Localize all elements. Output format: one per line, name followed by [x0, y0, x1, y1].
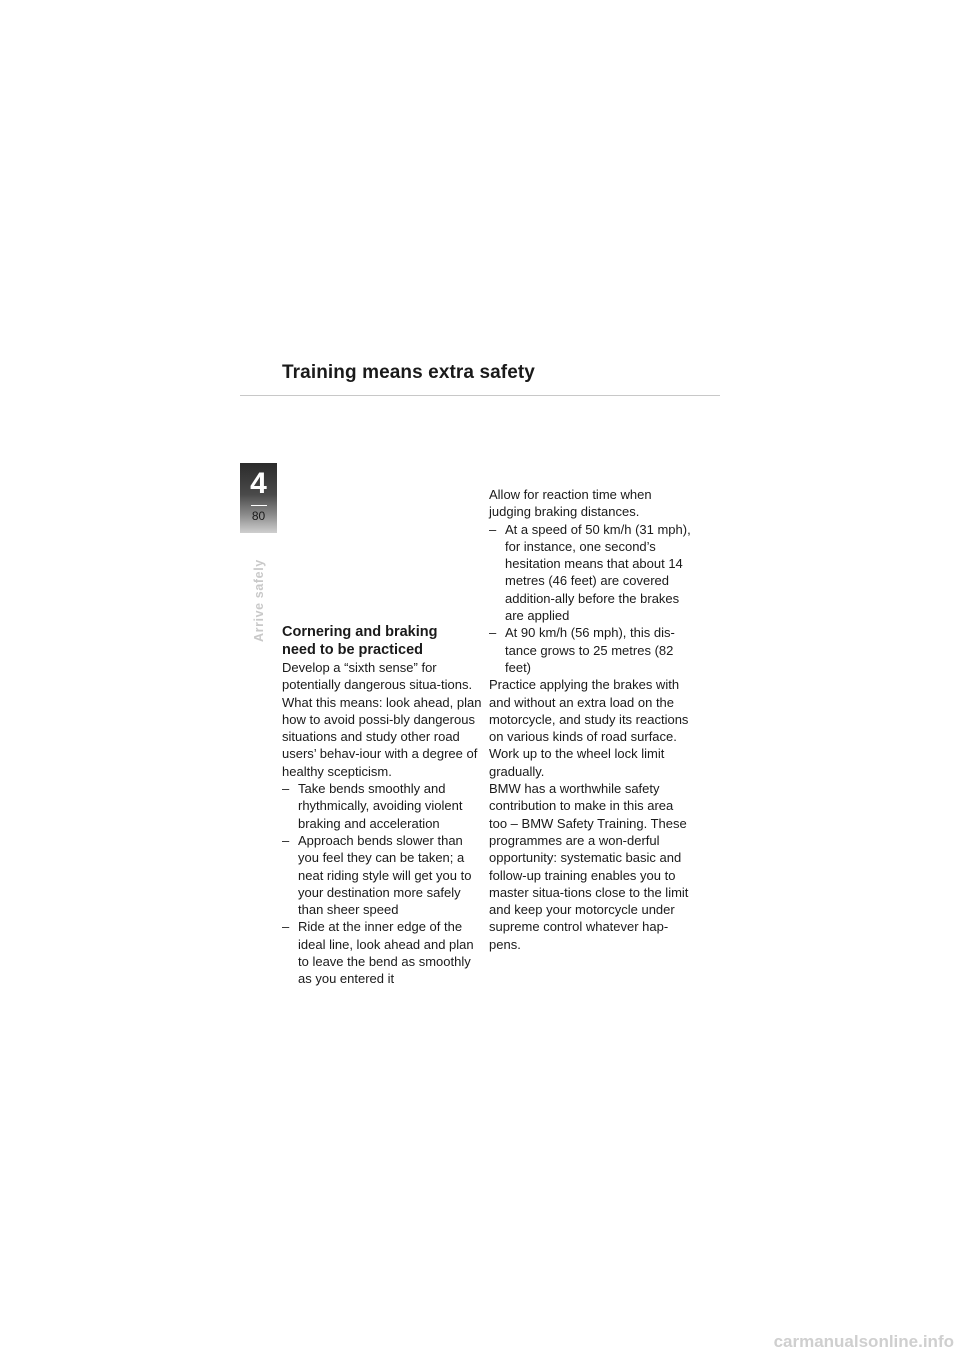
list-item: – At 90 km/h (56 mph), this dis-tance grows to 25 metres (82 feet) — [489, 624, 694, 676]
section-heading — [282, 624, 482, 659]
page-title: Training means extra safety — [282, 362, 535, 383]
reaction-time-paragraph: Allow for reaction time when judging braking distances. — [489, 487, 652, 520]
tab-divider — [251, 505, 267, 506]
page-number: 80 — [251, 509, 266, 523]
cornering-tips-list — [282, 780, 482, 988]
list-item: – Approach bends slower than you feel they can be taken; a neat riding style will get you to your destination more safely than sheer speed — [282, 832, 482, 918]
list-item: – Ride at the inner edge of the ideal line, look ahead and plan to leave the bend as smoothly as you entered it — [282, 918, 482, 987]
chapter-tab — [240, 463, 277, 533]
chapter-number: 4 — [250, 467, 267, 500]
intro-paragraph: Develop a “sixth sense” for potentially dangerous situa-tions. What this means: look ahead, plan how to avoid possi-bly dangerous situations and study other road users’ behav-iour with a degree of healthy scepticism. — [282, 660, 482, 779]
practice-paragraph: Practice applying the brakes with and without an extra load on the motorcycle, and study its reactions on various kinds of road surface. — [489, 677, 689, 745]
left-column — [282, 624, 482, 988]
lock-limit-paragraph: Work up to the wheel lock limit gradually. — [489, 746, 665, 779]
title-divider — [240, 395, 720, 396]
watermark: carmanualsonline.info — [773, 1332, 954, 1351]
list-item: – Take bends smoothly and rhythmically, avoiding violent braking and acceleration — [282, 780, 482, 832]
safety-training-paragraph: BMW has a worthwhile safety contribution to make in this area too – BMW Safety Training. These programmes are a won-derful opportunity: systematic basic and follow-up training enables you to master situa-tions close to the limit and keep your motorcycle under supreme control whatever hap-pens. — [489, 781, 689, 952]
right-column — [489, 486, 694, 953]
heading-line-2: need to be practiced — [282, 641, 424, 658]
braking-distance-list — [489, 521, 694, 677]
section-label: Arrive safely — [252, 559, 266, 642]
heading-line-1: Cornering and braking — [282, 624, 438, 640]
list-item: – At a speed of 50 km/h (31 mph), for instance, one second’s hesitation means that about 14 metres (46 feet) are covered addition-ally before the brakes are applied — [489, 521, 694, 625]
